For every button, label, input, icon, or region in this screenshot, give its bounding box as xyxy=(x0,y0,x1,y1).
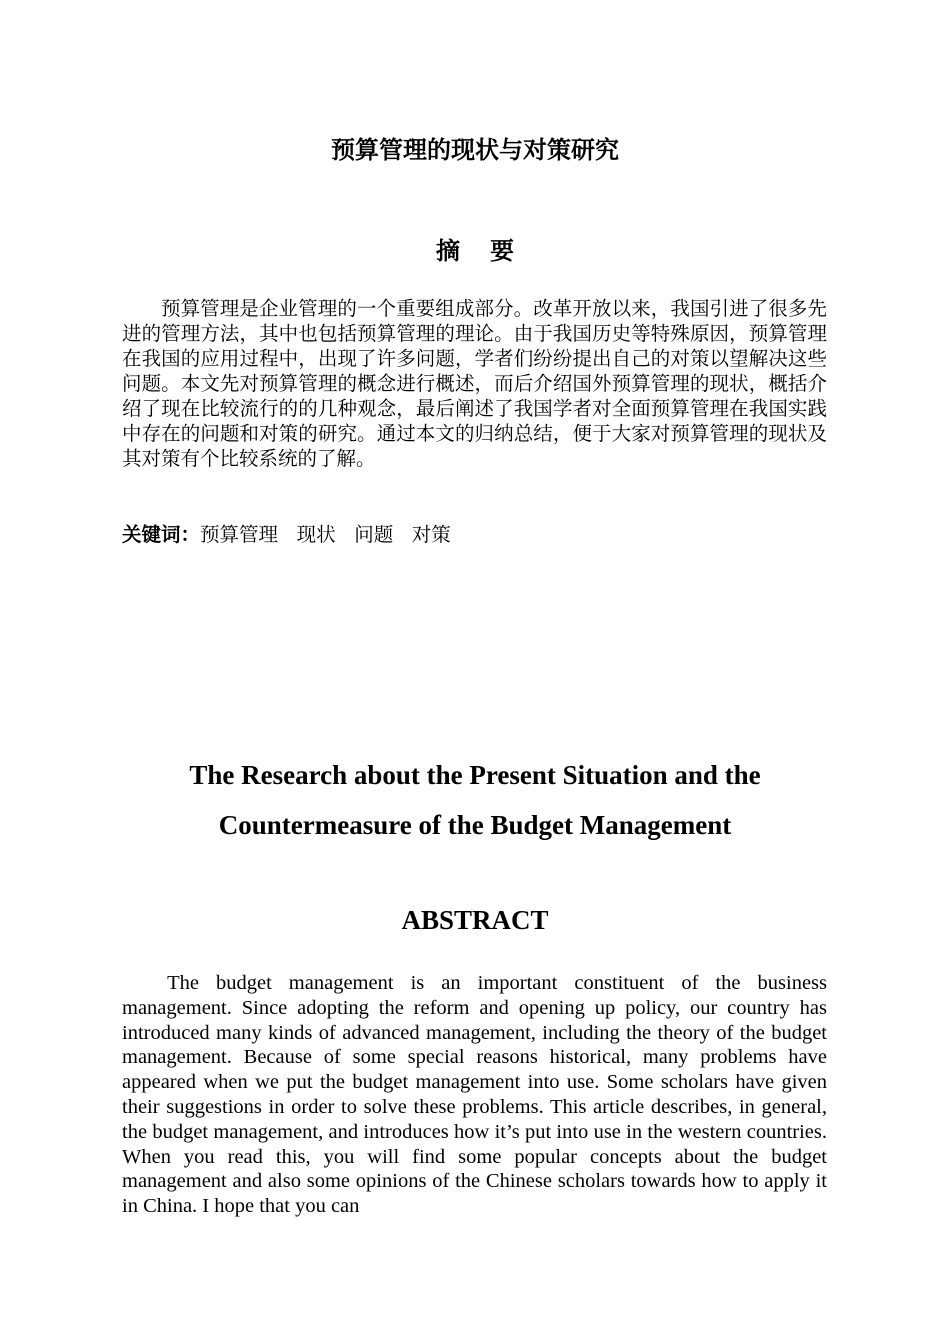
english-title-line-1: The Research about the Present Situation and the xyxy=(189,760,761,790)
english-title-line-2: Countermeasure of the Budget Management xyxy=(218,810,732,840)
english-abstract-heading: ABSTRACT xyxy=(401,905,549,935)
chinese-title: 预算管理的现状与对策研究 xyxy=(331,136,619,164)
chinese-abstract-heading: 摘要 xyxy=(436,237,544,265)
keywords-value: 预算管理 现状 问题 对策 xyxy=(200,523,451,546)
english-abstract-body: The budget management is an important constituent of the business management. Since adopting the reform and opening up policy, our country has introduced many kinds of advanced management, including the theory of the budget management. Because of some special reasons historical, many problems have appeared when we put the budget management into use. Some scholars have given their suggestions in order to solve these problems. This article describes, in general, the budget management, and introduces how it’s put into use in the western countries. When you read this, you will find some popular concepts about the budget management and also some opinions of the Chinese scholars towards how to apply it in China. I hope that you can xyxy=(122,972,827,1218)
chinese-keywords xyxy=(122,522,827,548)
keywords-label: 关键词： xyxy=(122,523,201,546)
chinese-abstract-body: 预算管理是企业管理的一个重要组成部分。改革开放以来，我国引进了很多先进的管理方法，其中也包括预算管理的理论。由于我国历史等特殊原因，预算管理在我国的应用过程中，出现了许多问题，学者们纷纷提出自己的对策以望解决这些问题。本文先对预算管理的概念进行概述，而后介绍国外预算管理的现状，概括介绍了现在比较流行的的几种观念，最后阐述了我国学者对全面预算管理在我国实践中存在的问题和对策的研究。通过本文的归纳总结，便于大家对预算管理的现状及其对策有个比较系统的了解。 xyxy=(122,297,827,470)
english-title xyxy=(0,750,950,850)
